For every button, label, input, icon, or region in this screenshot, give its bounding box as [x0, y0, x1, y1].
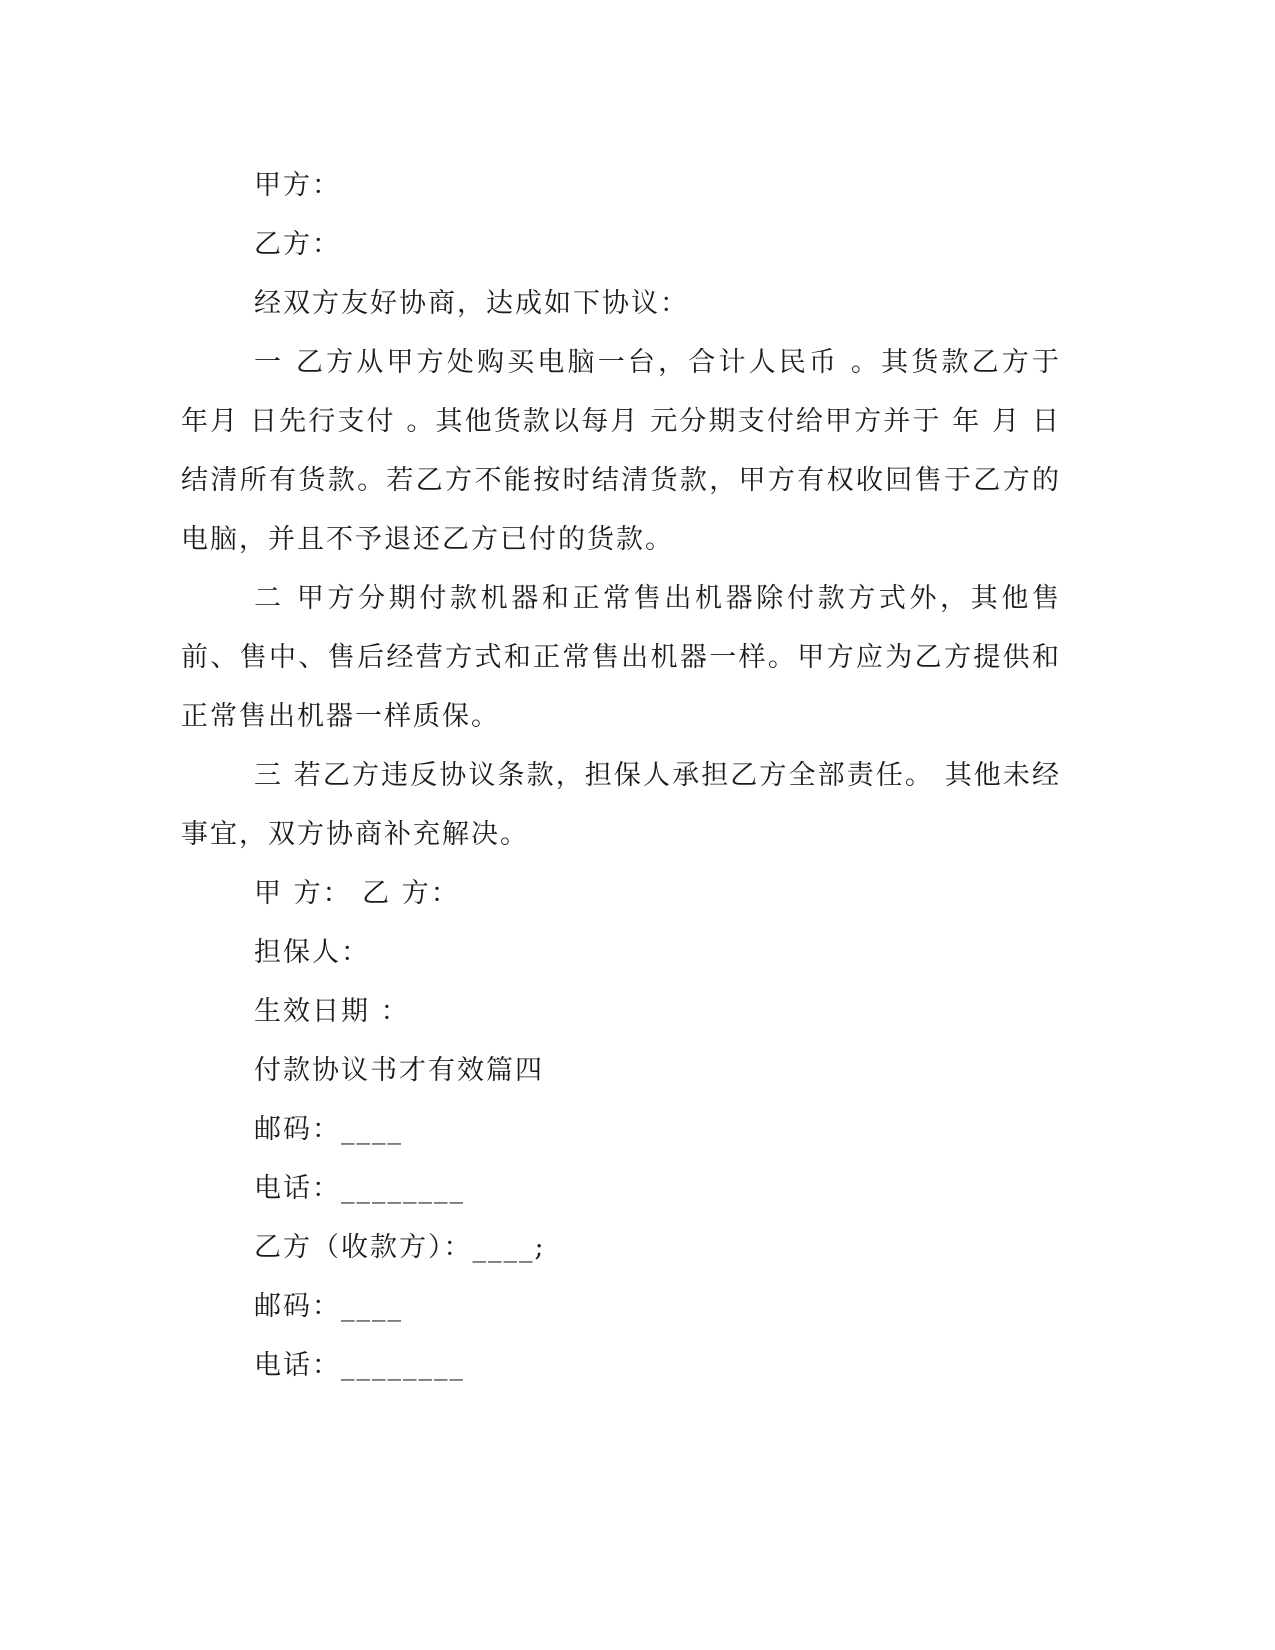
document-body — [181, 156, 1061, 1395]
postcode-field-1: 邮码：____ — [254, 1114, 403, 1145]
section-title: 付款协议书才有效篇四 — [254, 1055, 544, 1086]
party-b-label: 乙方： — [254, 229, 341, 260]
signature-parties: 甲 方： 乙 方： — [254, 878, 460, 909]
clause-three: 三 若乙方违反协议条款，担保人承担乙方全部责任。 其他未经事宜，双方协商补充解决。 — [181, 760, 1061, 850]
clause-two: 二 甲方分期付款机器和正常售出机器除付款方式外，其他售前、售中、售后经营方式和正常售出机器一样。甲方应为乙方提供和正常售出机器一样质保。 — [181, 583, 1061, 732]
payee-field: 乙方（收款方）：____; — [254, 1232, 546, 1263]
guarantor-label: 担保人： — [254, 937, 370, 968]
effective-date-label: 生效日期 ： — [254, 996, 410, 1027]
agreement-intro: 经双方友好协商，达成如下协议： — [254, 288, 689, 319]
party-a-label: 甲方： — [254, 170, 341, 201]
postcode-field-2: 邮码：____ — [254, 1291, 403, 1322]
phone-field-2: 电话：________ — [254, 1350, 465, 1381]
clause-one: 一 乙方从甲方处购买电脑一台，合计人民币 。其货款乙方于 年月 日先行支付 。其他货款以每月 元分期支付给甲方并于 年 月 日 结清所有货款。若乙方不能按时结清货款，甲方有权收回售于乙方的电脑，并且不予退还乙方已付的货款。 — [181, 347, 1061, 555]
phone-field-1: 电话：________ — [254, 1173, 465, 1204]
